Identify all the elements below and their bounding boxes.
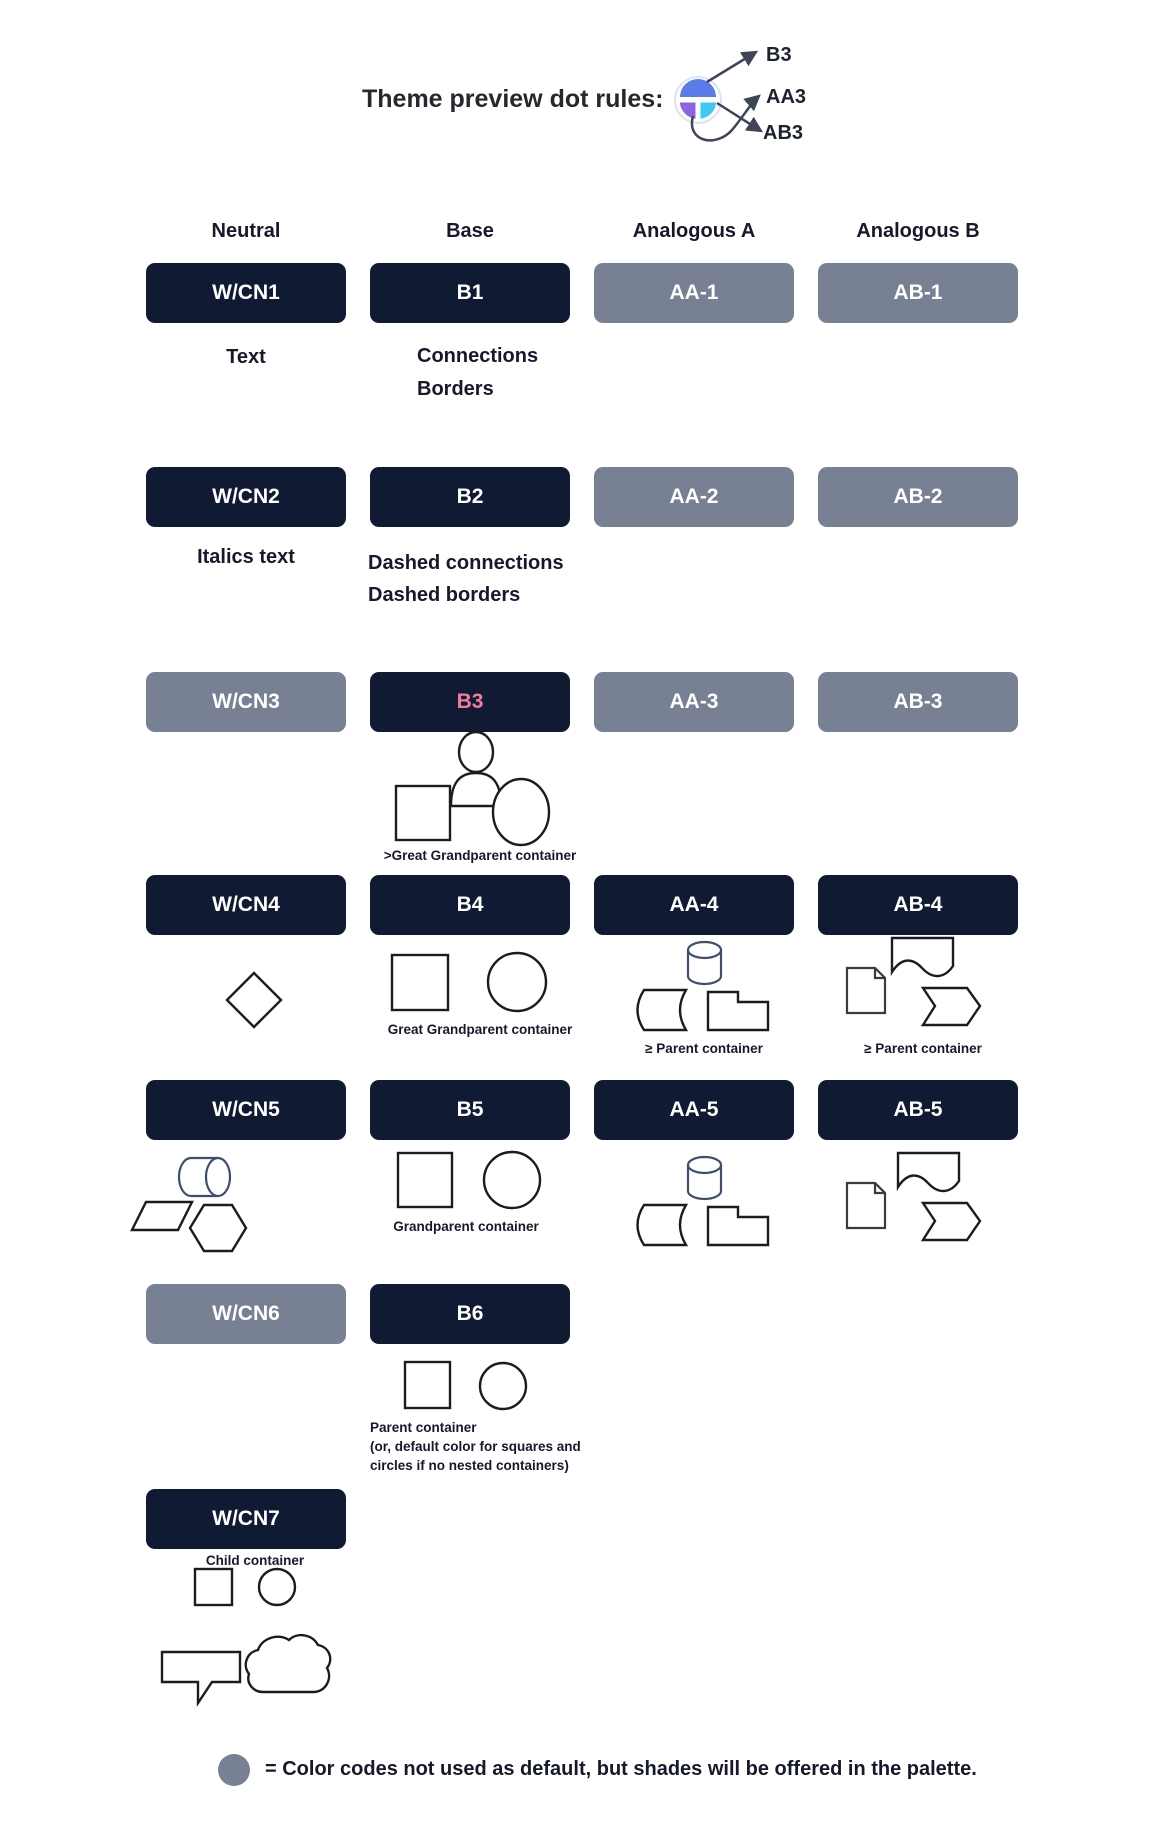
caption-connections: Connections bbox=[417, 345, 539, 367]
circle-shape bbox=[488, 953, 546, 1011]
chip-ab5 bbox=[818, 1080, 1018, 1140]
chip-wcn6-label: W/CN6 bbox=[212, 1302, 280, 1325]
chip-b4-label: B4 bbox=[456, 893, 484, 916]
chip-wcn5-label: W/CN5 bbox=[212, 1098, 280, 1121]
chip-wcn5 bbox=[146, 1080, 346, 1140]
chip-aa5-label: AA-5 bbox=[669, 1098, 719, 1121]
caption-dashed-borders: Dashed borders bbox=[368, 584, 521, 606]
chip-wcn2-label: W/CN2 bbox=[212, 485, 280, 508]
chip-ab2 bbox=[818, 467, 1018, 527]
stored-data-shape bbox=[638, 990, 687, 1030]
chip-b1-label: B1 bbox=[456, 281, 484, 304]
chevron-shape bbox=[923, 1203, 980, 1240]
person-icon bbox=[459, 732, 493, 772]
tab-folder-shape bbox=[708, 992, 768, 1030]
square-shape bbox=[405, 1362, 450, 1408]
chip-aa1-label: AA-1 bbox=[669, 281, 719, 304]
chevron-shape bbox=[923, 988, 980, 1025]
circle-shape bbox=[493, 779, 549, 845]
chip-b5-label: B5 bbox=[456, 1098, 484, 1121]
caption-parent-container-ab4: ≥ Parent container bbox=[864, 1041, 982, 1056]
dot-label-b3: B3 bbox=[766, 44, 792, 66]
chip-ab1-label: AB-1 bbox=[893, 281, 943, 304]
caption-parent-container-b6-line1: Parent container bbox=[370, 1420, 477, 1435]
b5-shape-group bbox=[398, 1152, 540, 1208]
b4-shape-group bbox=[392, 953, 546, 1011]
chip-b1 bbox=[370, 263, 570, 323]
chip-aa2 bbox=[594, 467, 794, 527]
chip-aa1 bbox=[594, 263, 794, 323]
chip-wcn4-label: W/CN4 bbox=[212, 893, 280, 916]
column-header-base: Base bbox=[446, 220, 494, 242]
aa4-shape-group bbox=[638, 942, 769, 1030]
chip-aa4 bbox=[594, 875, 794, 935]
chip-wcn1 bbox=[146, 263, 346, 323]
caption-great-grandparent-b3: >Great Grandparent container bbox=[383, 848, 577, 863]
column-header-analogous-b: Analogous B bbox=[856, 220, 980, 242]
chip-b2-label: B2 bbox=[456, 485, 484, 508]
dot-label-ab3: AB3 bbox=[763, 122, 804, 144]
chip-ab4-label: AB-4 bbox=[893, 893, 943, 916]
horizontal-cylinder-icon bbox=[179, 1158, 230, 1196]
b3-shape-group bbox=[396, 732, 549, 845]
caption-great-grandparent-b4: Great Grandparent container bbox=[387, 1022, 573, 1037]
chip-ab3 bbox=[818, 672, 1018, 732]
caption-dashed-connections: Dashed connections bbox=[368, 552, 564, 574]
chip-ab1 bbox=[818, 263, 1018, 323]
caption-borders: Borders bbox=[417, 378, 494, 400]
chip-wcn7 bbox=[146, 1489, 346, 1549]
chip-aa2-label: AA-2 bbox=[669, 485, 719, 508]
caption-text: Text bbox=[226, 346, 266, 368]
chip-ab5-label: AB-5 bbox=[893, 1098, 943, 1121]
hexagon-shape bbox=[190, 1205, 246, 1251]
circle-shape bbox=[480, 1363, 526, 1409]
wcn7-shape-group bbox=[162, 1569, 330, 1703]
chip-aa4-label: AA-4 bbox=[669, 893, 719, 916]
caption-child-container: Child container bbox=[205, 1553, 305, 1568]
square-shape bbox=[392, 955, 448, 1010]
arrow-to-aa3 bbox=[692, 96, 759, 140]
circle-shape bbox=[484, 1152, 540, 1208]
stored-data-shape bbox=[638, 1205, 687, 1245]
cylinder-icon bbox=[688, 942, 721, 984]
ab4-shape-group bbox=[847, 938, 980, 1025]
chip-b2 bbox=[370, 467, 570, 527]
chip-aa3 bbox=[594, 672, 794, 732]
document-shape bbox=[892, 938, 953, 976]
column-header-neutral: Neutral bbox=[211, 220, 281, 242]
column-header-analogous-a: Analogous A bbox=[632, 220, 756, 242]
dot-rule-arrows bbox=[692, 52, 761, 140]
legend-gray-dot-icon bbox=[218, 1754, 250, 1786]
caption-parent-container-aa4: ≥ Parent container bbox=[645, 1041, 763, 1056]
square-shape bbox=[396, 786, 450, 840]
caption-italics-text: Italics text bbox=[197, 546, 295, 568]
chip-ab3-label: AB-3 bbox=[893, 690, 943, 713]
chip-wcn3 bbox=[146, 672, 346, 732]
chip-b3 bbox=[370, 672, 570, 732]
square-shape bbox=[195, 1569, 232, 1605]
cloud-shape bbox=[246, 1635, 330, 1692]
chip-wcn7-label: W/CN7 bbox=[212, 1507, 280, 1530]
ab5-shape-group bbox=[847, 1153, 980, 1240]
chip-aa3-label: AA-3 bbox=[669, 690, 719, 713]
note-shape bbox=[847, 968, 885, 1013]
document-shape bbox=[898, 1153, 959, 1191]
page-title: Theme preview dot rules: bbox=[362, 85, 664, 113]
square-shape bbox=[398, 1153, 452, 1207]
wcn5-shape-group bbox=[132, 1158, 246, 1251]
chip-wcn1-label: W/CN1 bbox=[212, 281, 280, 304]
dot-label-aa3: AA3 bbox=[766, 86, 807, 108]
arrow-to-b3 bbox=[707, 52, 756, 82]
chip-b6-label: B6 bbox=[456, 1302, 484, 1325]
palette-note-text: = Color codes not used as default, but shades will be offered in the palette. bbox=[265, 1758, 977, 1780]
arrow-to-ab3 bbox=[717, 103, 761, 131]
chip-b3-label: B3 bbox=[456, 690, 484, 713]
chip-b6 bbox=[370, 1284, 570, 1344]
chip-wcn2 bbox=[146, 467, 346, 527]
parallelogram-shape bbox=[132, 1202, 192, 1230]
circle-shape bbox=[259, 1569, 295, 1605]
cylinder-icon bbox=[688, 1157, 721, 1199]
aa5-shape-group bbox=[638, 1157, 769, 1245]
speech-bubble-shape bbox=[162, 1652, 240, 1703]
tab-folder-shape bbox=[708, 1207, 768, 1245]
diamond-shape bbox=[227, 973, 281, 1027]
chip-ab4 bbox=[818, 875, 1018, 935]
person-body-icon bbox=[451, 773, 501, 806]
chip-wcn4 bbox=[146, 875, 346, 935]
caption-grandparent-b5: Grandparent container bbox=[393, 1219, 539, 1234]
theme-preview-dot-icon bbox=[675, 77, 721, 123]
caption-parent-container-b6-line2: (or, default color for squares and bbox=[370, 1439, 581, 1454]
chip-wcn6 bbox=[146, 1284, 346, 1344]
note-shape bbox=[847, 1183, 885, 1228]
chip-b4 bbox=[370, 875, 570, 935]
caption-parent-container-b6-line3: circles if no nested containers) bbox=[370, 1458, 569, 1473]
chip-wcn3-label: W/CN3 bbox=[212, 690, 280, 713]
chip-ab2-label: AB-2 bbox=[893, 485, 943, 508]
b6-shape-group bbox=[405, 1362, 526, 1409]
chip-b5 bbox=[370, 1080, 570, 1140]
chip-aa5 bbox=[594, 1080, 794, 1140]
